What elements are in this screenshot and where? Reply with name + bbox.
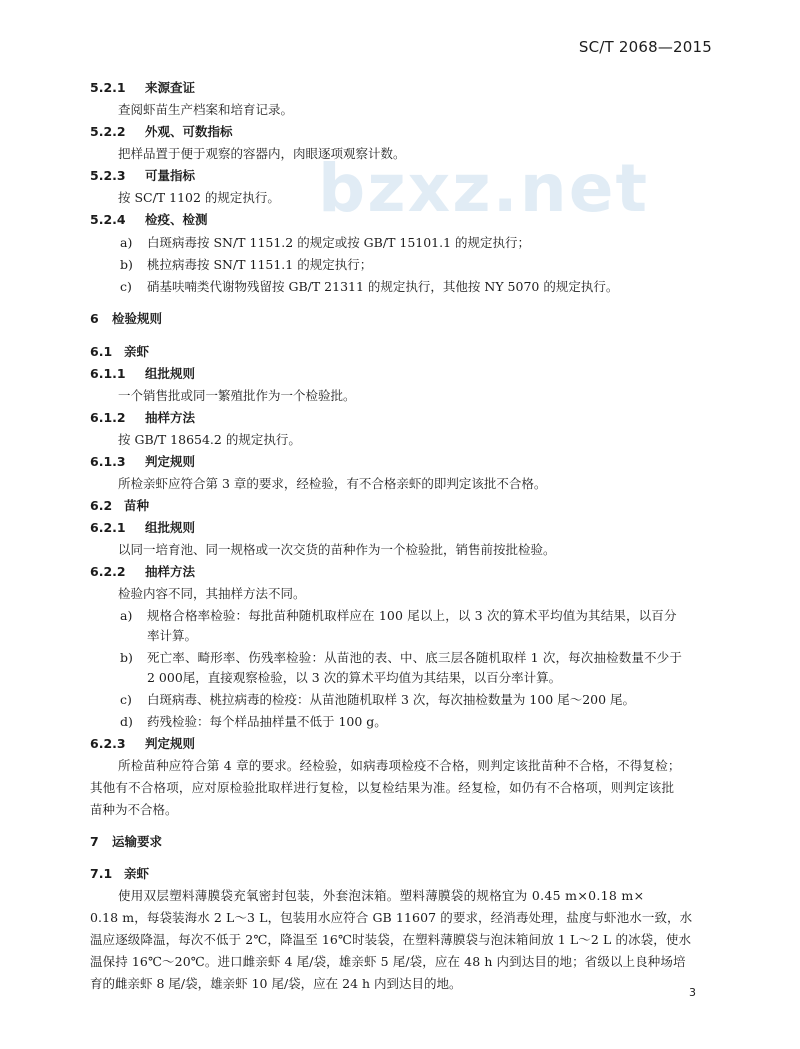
section-title: 亲虾 — [124, 866, 150, 881]
list-marker: d) — [120, 714, 133, 729]
standard-code: SC/T 2068—2015 — [578, 38, 712, 56]
section-body-line: 苗种为不合格。 — [90, 802, 178, 817]
section-body: 所检亲虾应符合第 3 章的要求，经检验，有不合格亲虾的即判定该批不合格。 — [118, 476, 547, 491]
list-item-continued: 率计算。 — [147, 628, 198, 643]
section-body: 以同一培育池、同一规格或一次交货的苗种作为一个检验批，销售前按批检验。 — [118, 542, 556, 557]
chapter-number: 6 — [90, 311, 99, 326]
list-marker: b) — [120, 257, 133, 272]
section-number: 6.2.1 — [90, 520, 126, 535]
chapter-title: 运输要求 — [112, 834, 163, 849]
list-marker: b) — [120, 650, 133, 665]
chapter-title: 检验规则 — [112, 311, 163, 326]
list-item: 死亡率、畸形率、伤残率检验：从苗池的表、中、底三层各随机取样 1 次，每次抽检数量不少于 — [147, 650, 683, 665]
section-number: 6.1.1 — [90, 366, 126, 381]
section-title: 可量指标 — [145, 168, 196, 183]
section-title: 亲虾 — [124, 344, 150, 359]
section-number: 6.1 — [90, 344, 113, 359]
list-item: 规格合格率检验：每批苗种随机取样应在 100 尾以上，以 3 次的算术平均值为其结果，以百分 — [147, 608, 677, 623]
section-body-line: 温保持 16℃～20℃。进口雌亲虾 4 尾/袋，雄亲虾 5 尾/袋，应在 48 h 内到达目的地；省级以上良种场培 — [90, 954, 686, 969]
section-body-line: 使用双层塑料薄膜袋充氧密封包装，外套泡沫箱。塑料薄膜袋的规格宜为 0.45 m×0.18 m× — [118, 888, 645, 903]
section-number: 5.2.3 — [90, 168, 126, 183]
list-item: 白斑病毒、桃拉病毒的检疫：从苗池随机取样 3 次，每次抽检数量为 100 尾～200 尾。 — [147, 692, 636, 707]
section-number: 6.1.2 — [90, 410, 126, 425]
list-marker: a) — [120, 235, 133, 250]
section-title: 来源查证 — [145, 80, 196, 95]
section-body: 把样品置于便于观察的容器内，肉眼逐项观察计数。 — [118, 146, 406, 161]
section-body: 检验内容不同，其抽样方法不同。 — [118, 586, 306, 601]
list-item: 白斑病毒按 SN/T 1151.2 的规定或按 GB/T 15101.1 的规定执行； — [147, 235, 531, 250]
section-body: 按 GB/T 18654.2 的规定执行。 — [118, 432, 301, 447]
section-body-line: 0.18 m，每袋装海水 2 L～3 L，包装用水应符合 GB 11607 的要求，经消毒处理，盐度与虾池水一致，水 — [90, 910, 693, 925]
page-number: 3 — [689, 986, 696, 999]
section-body: 一个销售批或同一繁殖批作为一个检验批。 — [118, 388, 356, 403]
section-title: 判定规则 — [145, 736, 196, 751]
list-marker: c) — [120, 279, 132, 294]
list-marker: a) — [120, 608, 133, 623]
section-body: 按 SC/T 1102 的规定执行。 — [118, 190, 280, 205]
section-body-line: 育的雌亲虾 8 尾/袋，雄亲虾 10 尾/袋，应在 24 h 内到达目的地。 — [90, 976, 462, 991]
list-item-continued: 2 000尾，直接观察检验，以 3 次的算术平均值为其结果，以百分率计算。 — [147, 670, 562, 685]
section-body-line: 其他有不合格项，应对原检验批取样进行复检，以复检结果为准。经复检，如仍有不合格项，则判定该批 — [90, 780, 675, 795]
section-title: 检疫、检测 — [145, 212, 208, 227]
section-number: 6.2 — [90, 498, 113, 513]
section-number: 5.2.2 — [90, 124, 126, 139]
section-number: 6.1.3 — [90, 454, 126, 469]
section-number: 5.2.4 — [90, 212, 126, 227]
list-item: 硝基呋喃类代谢物残留按 GB/T 21311 的规定执行，其他按 NY 5070 的规定执行。 — [147, 279, 619, 294]
section-body: 查阅虾苗生产档案和培育记录。 — [118, 102, 294, 117]
section-number: 6.2.2 — [90, 564, 126, 579]
list-item: 药残检验：每个样品抽样量不低于 100 g。 — [147, 714, 387, 729]
section-body-line: 温应逐级降温，每次不低于 2℃，降温至 16℃时装袋，在塑料薄膜袋与泡沫箱间放 1 L～2 L 的冰袋，使水 — [90, 932, 692, 947]
section-body-line: 所检苗种应符合第 4 章的要求。经检验，如病毒项检疫不合格，则判定该批苗种不合格，不得复检； — [118, 758, 681, 773]
list-item: 桃拉病毒按 SN/T 1151.1 的规定执行； — [147, 257, 373, 272]
section-title: 判定规则 — [145, 454, 196, 469]
chapter-number: 7 — [90, 834, 99, 849]
section-title: 外观、可数指标 — [145, 124, 233, 139]
section-number: 5.2.1 — [90, 80, 126, 95]
section-title: 抽样方法 — [145, 410, 196, 425]
section-number: 7.1 — [90, 866, 113, 881]
section-title: 抽样方法 — [145, 564, 196, 579]
section-title: 组批规则 — [145, 520, 196, 535]
section-title: 苗种 — [124, 498, 150, 513]
watermark: bzxz.net — [318, 150, 650, 227]
list-marker: c) — [120, 692, 132, 707]
section-title: 组批规则 — [145, 366, 196, 381]
section-number: 6.2.3 — [90, 736, 126, 751]
